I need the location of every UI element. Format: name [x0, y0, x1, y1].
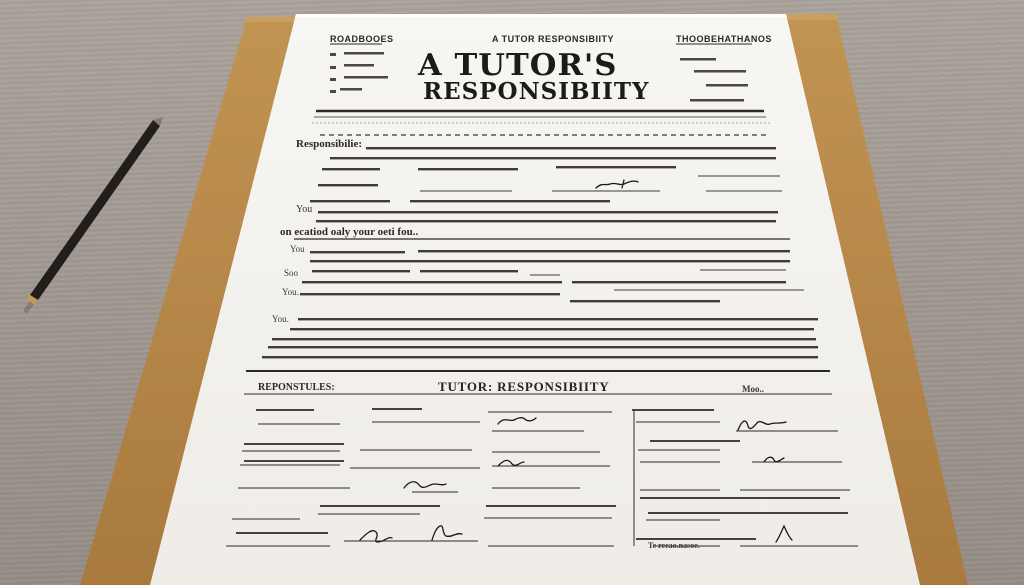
section3-right-note: Moo.. [742, 384, 764, 394]
document-subtitle: RESPONSIBIITY [423, 78, 650, 105]
row-label-1: You [296, 204, 313, 215]
section1-label: Responsibilie: [296, 138, 363, 150]
section3-label: REPONSTULES: [258, 382, 335, 393]
header-right-text: THOOBEHATHANOS [676, 34, 772, 44]
footer-label: Te reeao.nasoe. [648, 541, 700, 550]
row-label-5: You. [272, 314, 289, 324]
row-label-2: You [290, 244, 305, 254]
header-center-text: A TUTOR RESPONSIBIITY [492, 34, 615, 44]
section3-title: TUTOR: RESPONSIBIITY [438, 379, 610, 394]
row-label-4: You. [282, 287, 299, 297]
header-left-text: ROADBOOES [330, 34, 394, 44]
row-label-3: Soo [284, 268, 299, 278]
document-title: A TUTOR'S [418, 48, 618, 83]
section2-label: on ecatiod oaly your oeti fou.. [280, 226, 419, 238]
